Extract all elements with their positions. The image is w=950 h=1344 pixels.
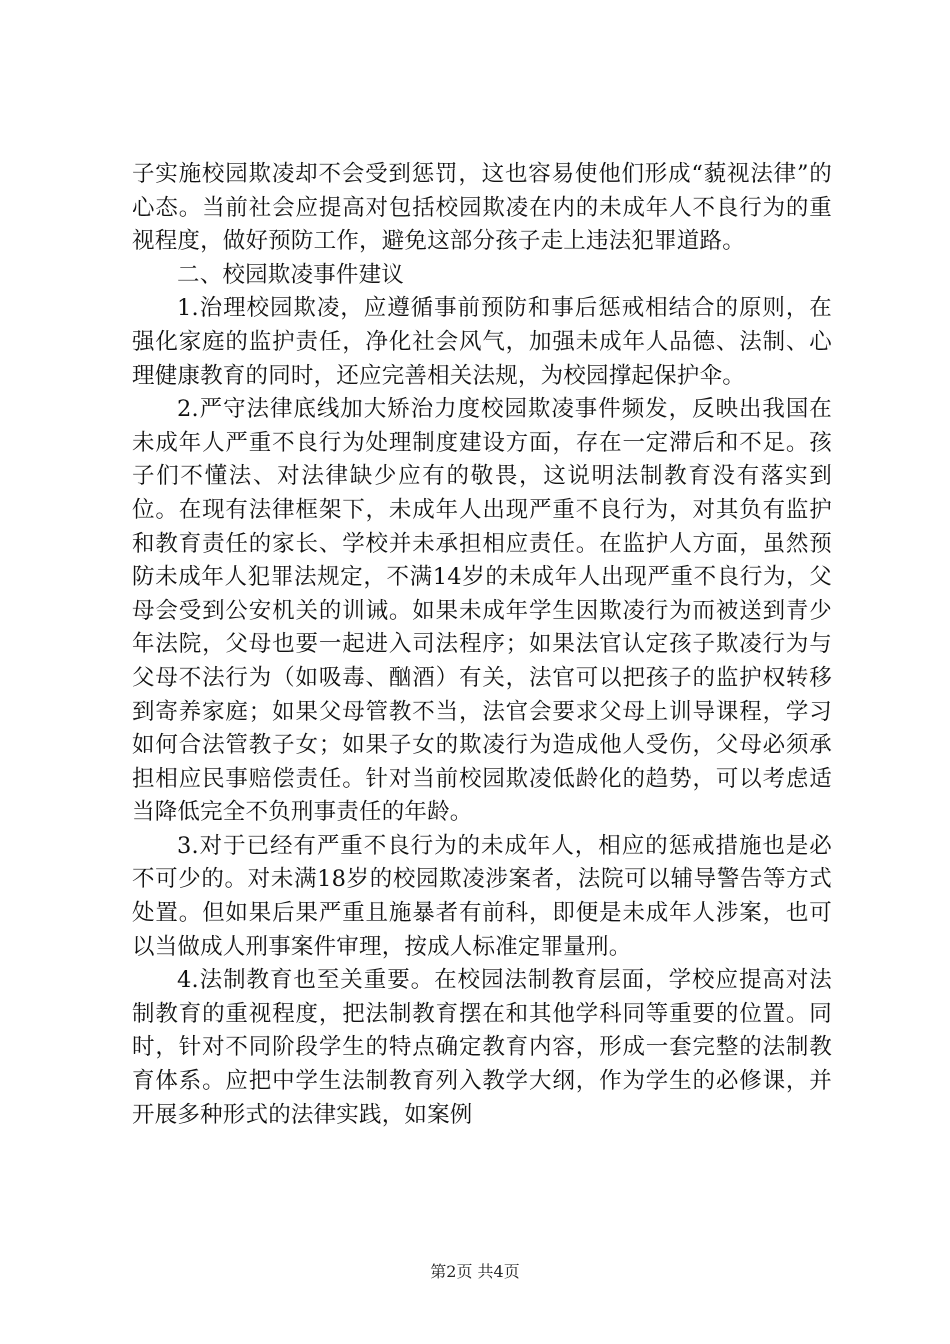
paragraph-item-4: 4.法制教育也至关重要。在校园法制教育层面，学校应提高对法制教育的重视程度，把法制教育摆在和其他学科同等重要的位置。同时，针对不同阶段学生的特点确定教育内容，形成一套完整的法制教育体系。应把中学生法制教育列入教学大纲，作为学生的必修课，并开展多种形式的法律实践，如案例 [132, 967, 832, 1128]
page-footer: 第2页 共4页 [430, 1262, 520, 1281]
paragraph-item-2: 2.严守法律底线加大矫治力度校园欺凌事件频发，反映出我国在未成年人严重不良行为处理制度建设方面，存在一定滞后和不足。孩子们不懂法、对法律缺少应有的敬畏，这说明法制教育没有落实到位。在现有法律框架下，未成年人出现严重不良行为，对其负有监护和教育责任的家长、学校并未承担相应责任。在监护人方面，虽然预防未成年人犯罪法规定，不满14岁的未成年人出现严重不良行为，父母会受到公安机关的训诫。如果未成年学生因欺凌行为而被送到青少年法院，父母也要一起进入司法程序；如果法官认定孩子欺凌行为与父母不法行为（如吸毒、酗酒）有关，法官可以把孩子的监护权转移到寄养家庭；如果父母管教不当，法官会要求父母上训导课程，学习如何合法管教子女；如果子女的欺凌行为造成他人受伤，父母必须承担相应民事赔偿责任。针对当前校园欺凌低龄化的趋势，可以考虑适当降低完全不负刑事责任的年龄。 [132, 396, 832, 826]
section-heading: 二、校园欺凌事件建议 [177, 261, 405, 288]
paragraph-item-1: 1.治理校园欺凌，应遵循事前预防和事后惩戒相结合的原则，在强化家庭的监护责任，净化社会风气，加强未成年人品德、法制、心理健康教育的同时，还应完善相关法规，为校园撑起保护伞。 [132, 295, 832, 389]
paragraph-continuation: 子实施校园欺凌却不会受到惩罚，这也容易使他们形成“藐视法律”的心态。当前社会应提高对包括校园欺凌在内的未成年人不良行为的重视程度，做好预防工作，避免这部分孩子走上违法犯罪道路。 [132, 161, 832, 255]
document-body [132, 158, 832, 1132]
paragraph-item-3: 3.对于已经有严重不良行为的未成年人，相应的惩戒措施也是必不可少的。对未满18岁的校园欺凌涉案者，法院可以辅导警告等方式处置。但如果后果严重且施暴者有前科，即便是未成年人涉案，也可以当做成人刑事案件审理，按成人标准定罪量刑。 [132, 832, 832, 960]
